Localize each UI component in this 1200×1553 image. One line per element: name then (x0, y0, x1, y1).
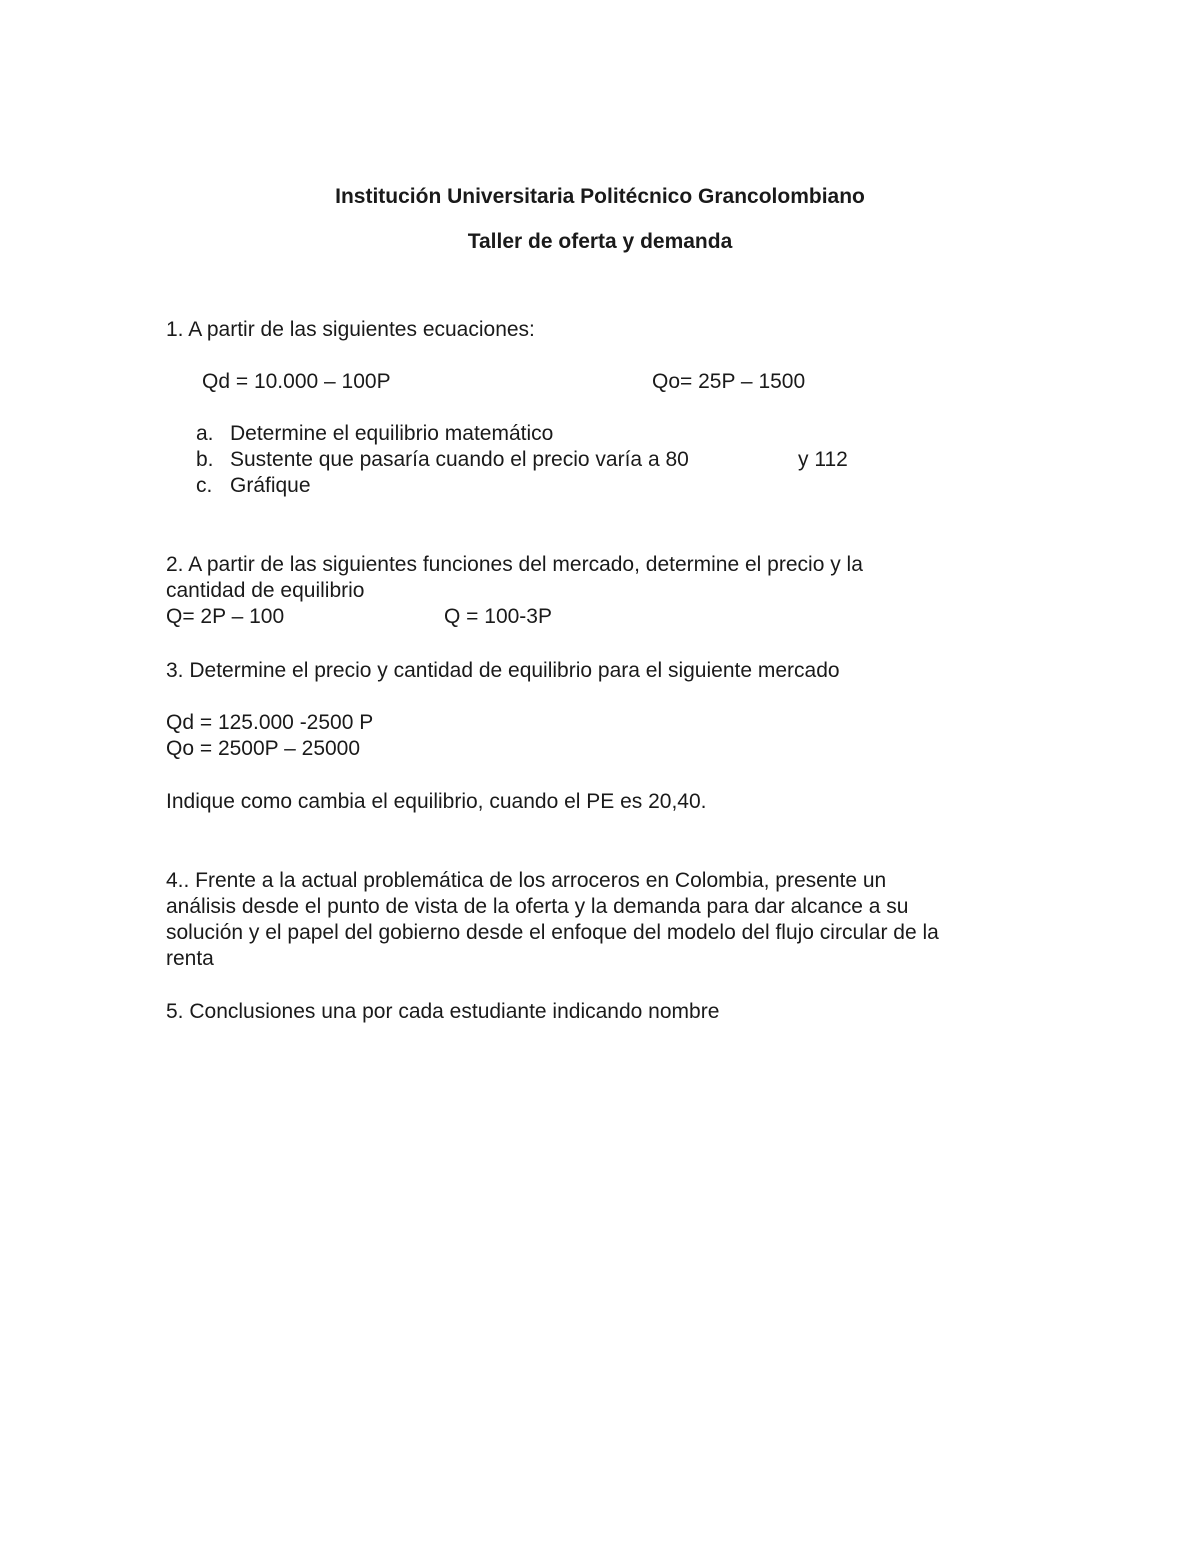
question-1-item-c-text: Gráfique (230, 474, 311, 497)
question-1-item-a-marker: a. (196, 422, 214, 445)
question-1-item-a-text: Determine el equilibrio matemático (230, 422, 554, 445)
question-4-line-3: solución y el papel del gobierno desde el enfoque del modelo del flujo circular de la (166, 921, 939, 944)
question-3-supply-equation: Qo = 2500P – 25000 (166, 737, 361, 760)
question-1-item-b-text: Sustente que pasaría cuando el precio varía a 80 (230, 448, 689, 471)
question-2-equation-left: Q= 2P – 100 (166, 605, 285, 628)
question-1-demand-equation: Qd = 10.000 – 100P (202, 370, 391, 393)
question-5-text: 5. Conclusiones una por cada estudiante indicando nombre (166, 1000, 720, 1023)
question-3-note: Indique como cambia el equilibrio, cuando el PE es 20,40. (166, 790, 707, 813)
question-1-item-b-extra: y 112 (798, 448, 848, 471)
question-2-line-1: 2. A partir de las siguientes funciones del mercado, determine el precio y la (166, 553, 863, 576)
document-title: Taller de oferta y demanda (467, 230, 733, 253)
question-2-line-2: cantidad de equilibrio (166, 579, 365, 602)
question-4-line-4: renta (166, 947, 214, 970)
question-1-intro: 1. A partir de las siguientes ecuaciones: (166, 318, 535, 341)
question-4-line-2: análisis desde el punto de vista de la oferta y la demanda para dar alcance a su (166, 895, 909, 918)
question-1-item-c-marker: c. (196, 474, 213, 497)
question-4-line-1: 4.. Frente a la actual problemática de los arroceros en Colombia, presente un (166, 869, 887, 892)
question-3-demand-equation: Qd = 125.000 -2500 P (166, 711, 374, 734)
question-1-supply-equation: Qo= 25P – 1500 (652, 370, 806, 393)
question-1-item-b-marker: b. (196, 448, 214, 471)
institution-name: Institución Universitaria Politécnico Grancolombiano (335, 185, 865, 208)
question-3-intro: 3. Determine el precio y cantidad de equilibrio para el siguiente mercado (166, 659, 840, 682)
question-2-equation-right: Q = 100-3P (444, 605, 552, 628)
